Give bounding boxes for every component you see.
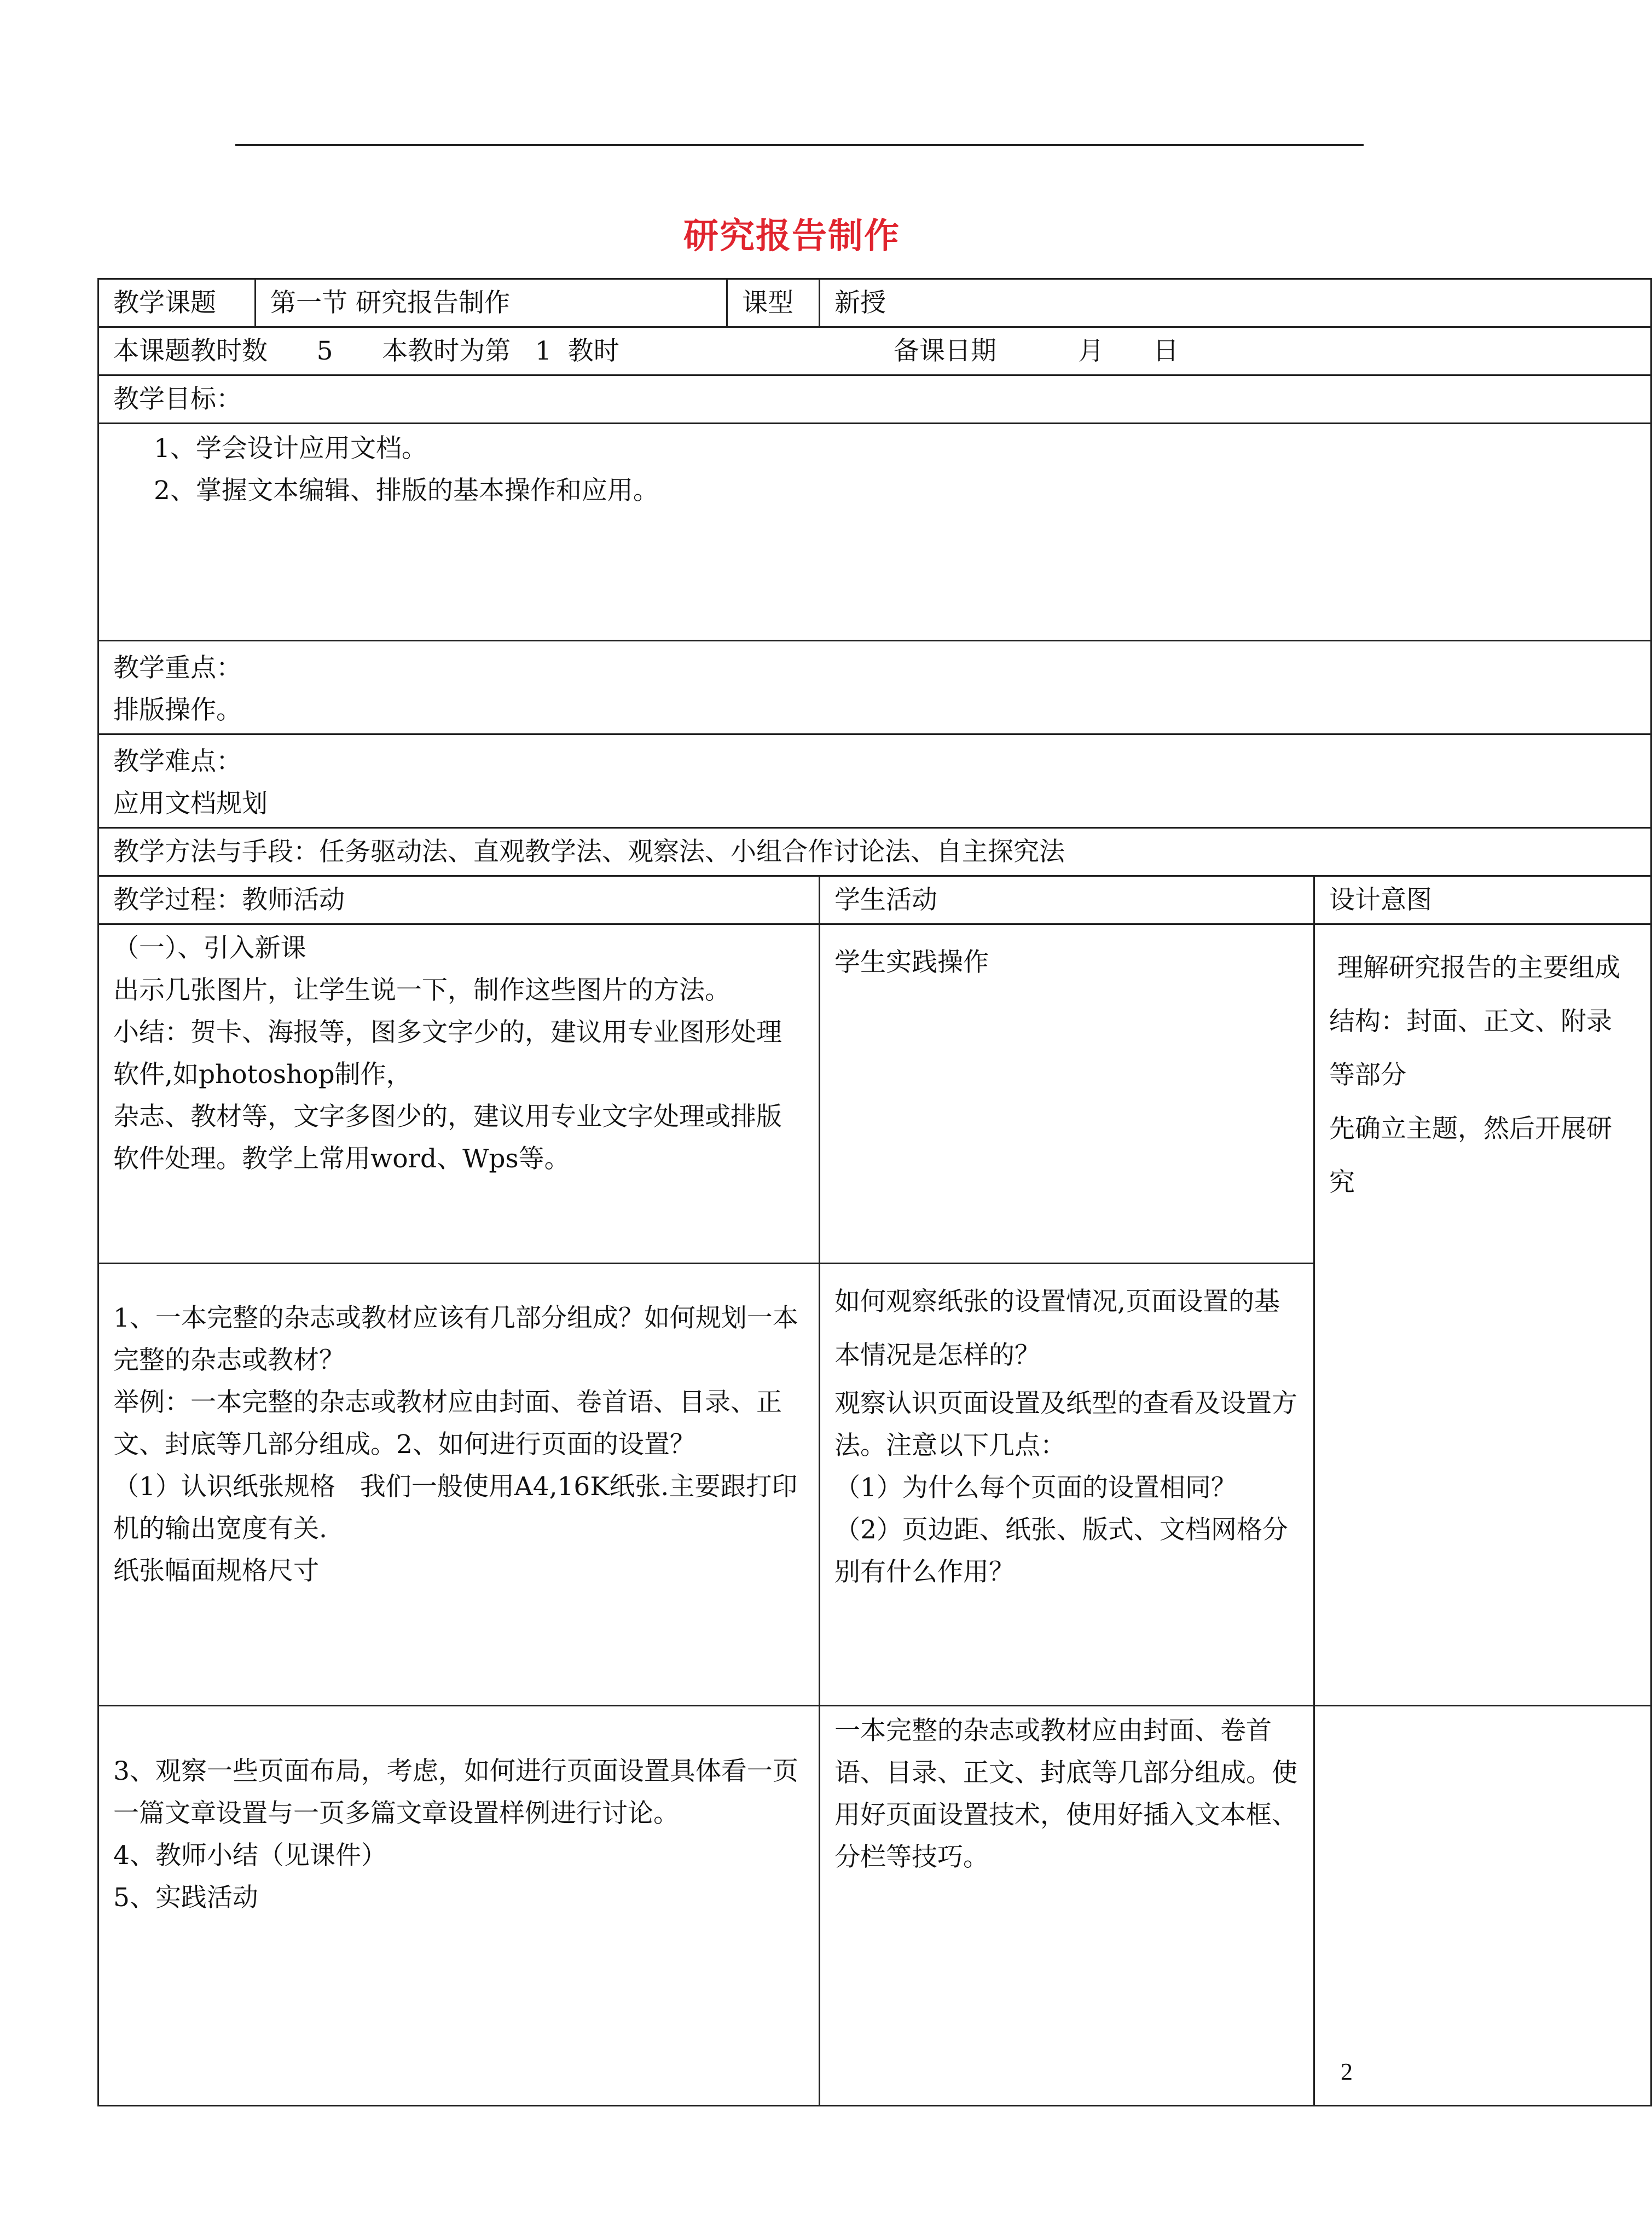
teacher-activity-header: 教学过程：教师活动 [98, 876, 820, 924]
lesson-plan-table [97, 278, 1652, 2106]
objectives-row [98, 424, 1651, 641]
objectives-cell [98, 424, 1651, 641]
objective-item: 2、掌握文本编辑、排版的基本操作和应用。 [154, 476, 659, 506]
teacher-activity-cell [98, 924, 820, 1264]
prep-date-text: 备课日期 月 日 [894, 336, 1179, 366]
student-activity-line: 观察认识页面设置及纸型的查看及设置方法。注意以下几点： [834, 1388, 1297, 1461]
objectives-label-row [98, 375, 1651, 424]
lesson-type-label: 课型 [727, 279, 820, 327]
teacher-activity-line: 1、一本完整的杂志或教材应该有几部分组成？如何规划一本完整的杂志或教材？ [113, 1303, 798, 1375]
teacher-activity-line: 出示几张图片，让学生说一下，制作这些图片的方法。 [113, 975, 731, 1005]
design-intent-cell [1314, 924, 1651, 1706]
process-block-3 [98, 1706, 1651, 2106]
student-activity-cell [820, 924, 1314, 1264]
teacher-activity-line: 举例：一本完整的杂志或教材应由封面、卷首语、目录、正文、封底等几部分组成。2、如何进行页面的设置？ [113, 1387, 782, 1460]
document-title: 研究报告制作 [683, 216, 900, 257]
teacher-activity-line: （一）、引入新课 [113, 933, 306, 963]
hours-row [98, 327, 1651, 375]
teacher-activity-line: 3、观察一些页面布局，考虑，如何进行页面设置具体看一页一篇文章设置与一页多篇文章设置样例进行讨论。 [113, 1756, 798, 1828]
teacher-activity-cell [98, 1264, 820, 1706]
teacher-activity-line: （1）认识纸张规格 我们一般使用A4,16K纸张.主要跟打印机的输出宽度有关. [113, 1472, 798, 1544]
student-activity-line: （1）为什么每个页面的设置相同？ [834, 1473, 1237, 1503]
objective-item: 1、学会设计应用文档。 [154, 433, 427, 464]
teacher-activity-line: 5、实践活动 [113, 1883, 258, 1913]
design-intent-line: 先确立主题，然后开展研究 [1329, 1114, 1612, 1197]
lesson-hours-text: 本课题教时数 5 本教时为第 1 教时 [113, 336, 619, 366]
difficulties-label: 教学难点： [113, 746, 242, 777]
design-intent-header: 设计意图 [1314, 876, 1651, 924]
teacher-activity-cell [98, 1706, 820, 2106]
student-activity-header: 学生活动 [820, 876, 1314, 924]
difficulties-row [98, 734, 1651, 828]
student-activity-line: 如何观察纸张的设置情况,页面设置的基本情况是怎样的？ [834, 1287, 1280, 1370]
topic-label: 教学课题 [98, 279, 256, 327]
teacher-activity-line: 纸张幅面规格尺寸 [113, 1556, 319, 1586]
methods-text: 教学方法与手段：任务驱动法、直观教学法、观察法、小组合作讨论法、自主探究法 [98, 828, 1651, 876]
teacher-activity-line: 小结：贺卡、海报等，图多文字少的，建议用专业图形处理软件,如photoshop制作， [113, 1017, 782, 1090]
student-activity-line: 学生实践操作 [834, 947, 989, 977]
student-activity-cell [820, 1706, 1314, 2106]
process-block-1 [98, 924, 1651, 1264]
page-number: 2 [1341, 2058, 1353, 2085]
key-points-value: 排版操作。 [113, 695, 242, 725]
design-intent-cell [1314, 1706, 1651, 2106]
key-points-row [98, 641, 1651, 734]
student-activity-cell [820, 1264, 1314, 1706]
hours-cell [98, 327, 1651, 375]
header-rule [235, 144, 1364, 146]
topic-value: 第一节 研究报告制作 [256, 279, 727, 327]
process-header-row [98, 876, 1651, 924]
teacher-activity-line: 杂志、教材等，文字多图少的，建议用专业文字处理或排版软件处理。教学上常用word、Wps等。 [113, 1102, 782, 1174]
teacher-activity-line: 4、教师小结（见课件） [113, 1840, 387, 1871]
key-points-cell [98, 641, 1651, 734]
student-activity-line: （2）页边距、纸张、版式、文档网格分别有什么作用？ [834, 1515, 1288, 1587]
objectives-label: 教学目标： [98, 375, 1651, 424]
difficulties-cell [98, 734, 1651, 828]
student-activity-line: 一本完整的杂志或教材应由封面、卷首语、目录、正文、封底等几部分组成。使用好页面设置技术，使用好插入文本框、分栏等技巧。 [834, 1716, 1297, 1872]
topic-row [98, 279, 1651, 327]
key-points-label: 教学重点： [113, 653, 242, 683]
methods-row [98, 828, 1651, 876]
design-intent-line: 理解研究报告的主要组成结构：封面、正文、附录等部分 [1329, 953, 1620, 1090]
difficulties-value: 应用文档规划 [113, 789, 268, 819]
lesson-type-value: 新授 [820, 279, 1651, 327]
